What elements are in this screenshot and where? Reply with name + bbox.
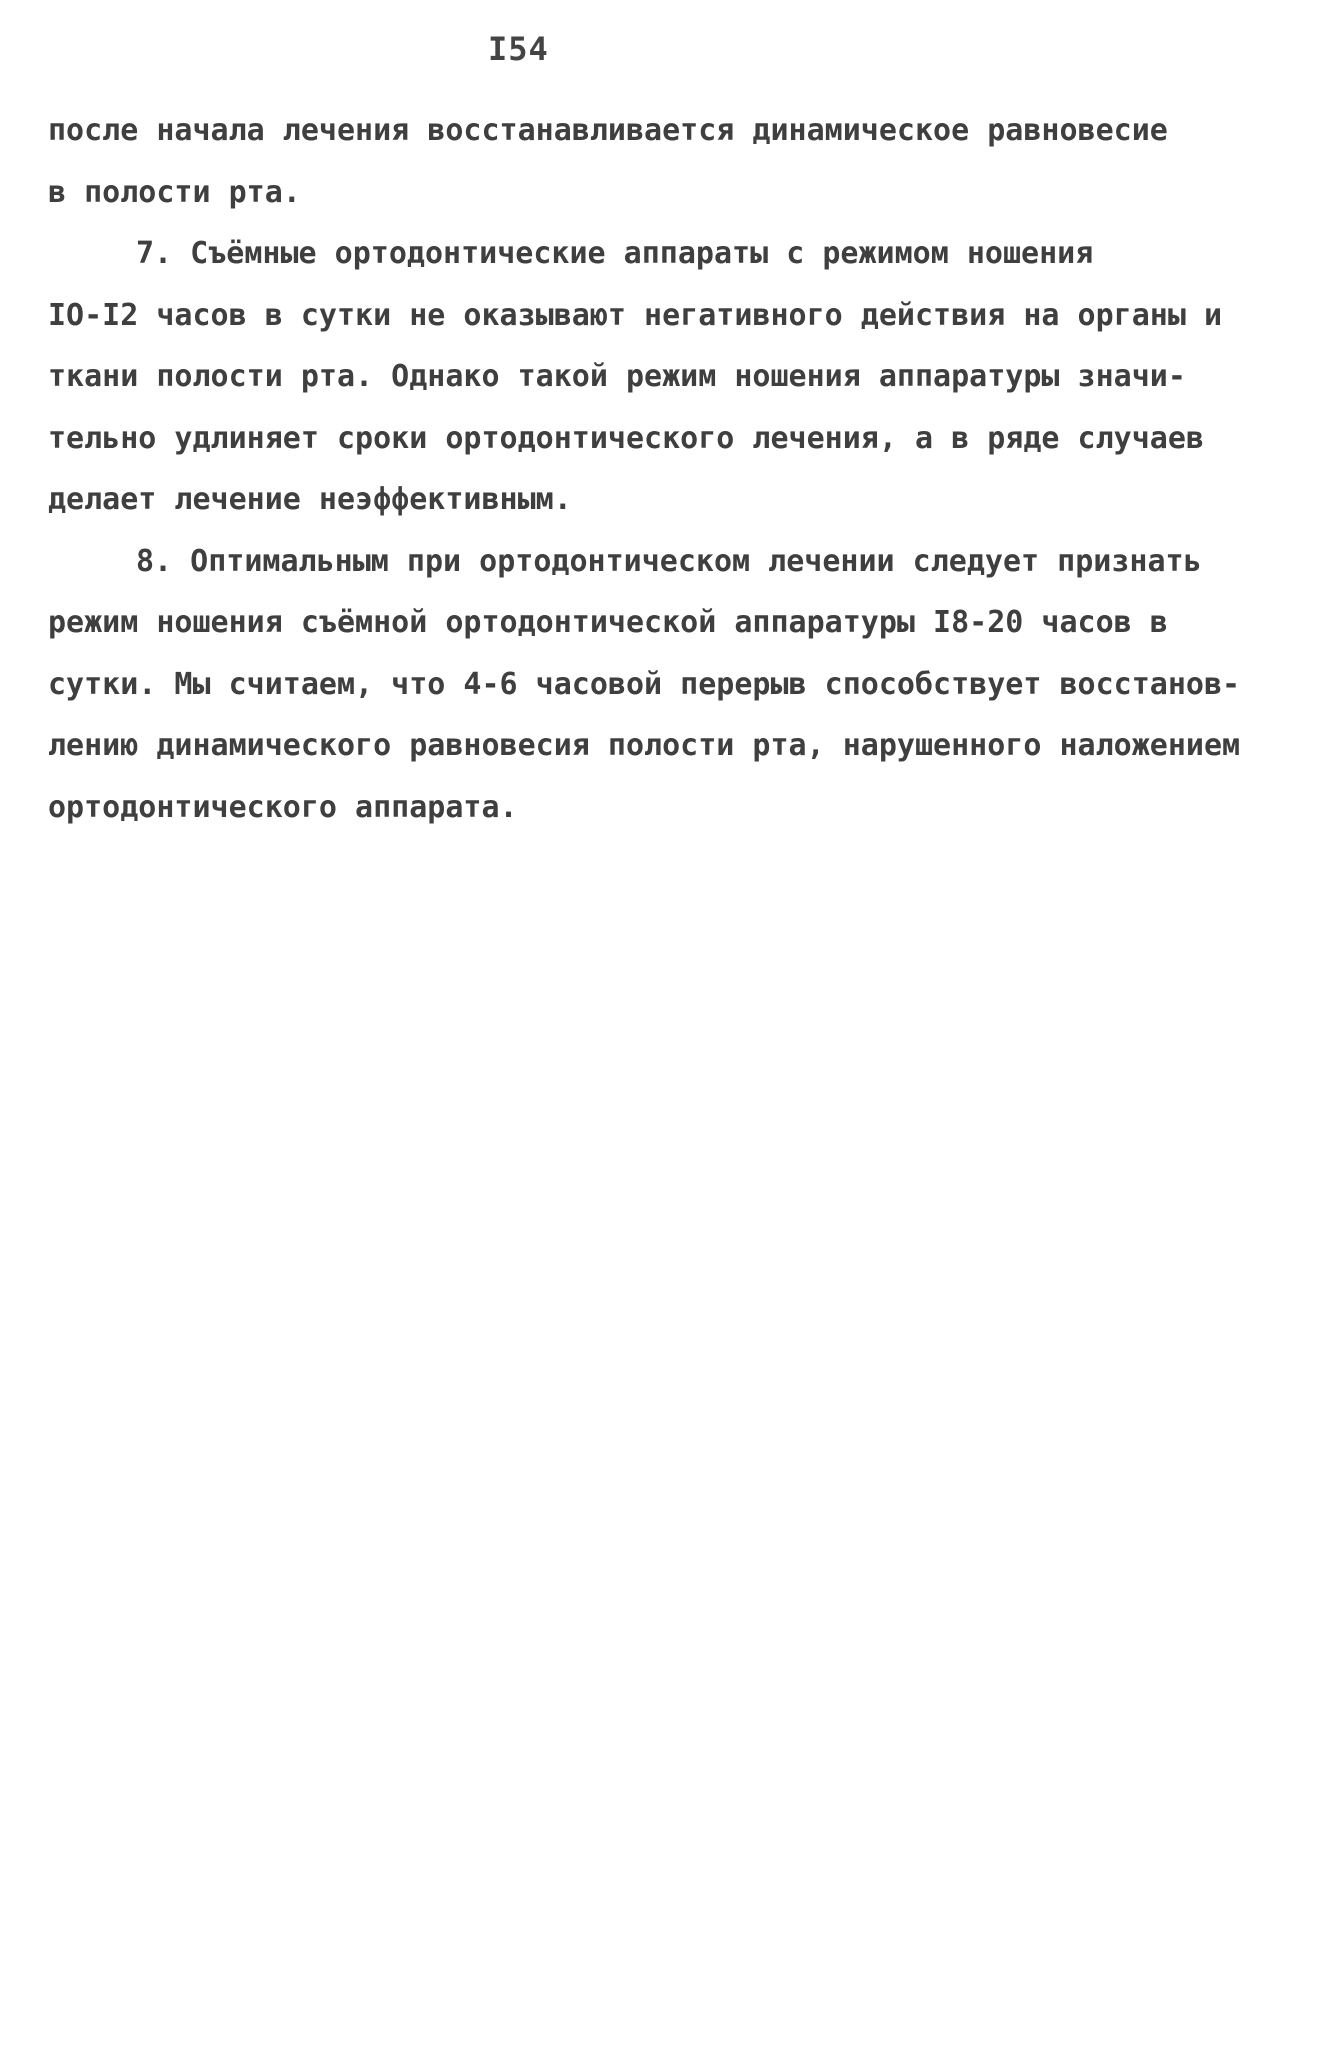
- text-line-12: ортодонтического аппарата.: [48, 789, 518, 825]
- text-line-11: лению динамического равновесия полости рта, нарушенного наложением: [48, 728, 1241, 763]
- text-line-8-item-8: 8. Оптимальным при ортодонтическом лечении следует признать: [136, 543, 1202, 579]
- document-body: [48, 100, 1268, 838]
- text-line-4: IO-I2 часов в сутки не оказывают негативного действия на органы и: [48, 297, 1222, 333]
- text-line-3-item-7: 7. Съёмные ортодонтические аппараты с режимом ношения: [136, 236, 1094, 271]
- text-line-6: тельно удлиняет сроки ортодонтического лечения, а в ряде случаев: [48, 420, 1204, 456]
- text-line-9: режим ношения съёмной ортодонтической аппаратуры I8-20 часов в: [48, 605, 1168, 640]
- text-line-2: в полости рта.: [48, 174, 301, 210]
- text-line-5: ткани полости рта. Однако такой режим ношения аппаратуры значи-: [48, 359, 1186, 394]
- text-line-10: сутки. Мы считаем, что 4-6 часовой перерыв способствует восстанов-: [48, 666, 1241, 702]
- text-line-1: после начала лечения восстанавливается динамическое равновесие: [48, 113, 1168, 148]
- page-number: I54: [488, 30, 549, 68]
- text-line-7: делает лечение неэффективным.: [48, 482, 572, 517]
